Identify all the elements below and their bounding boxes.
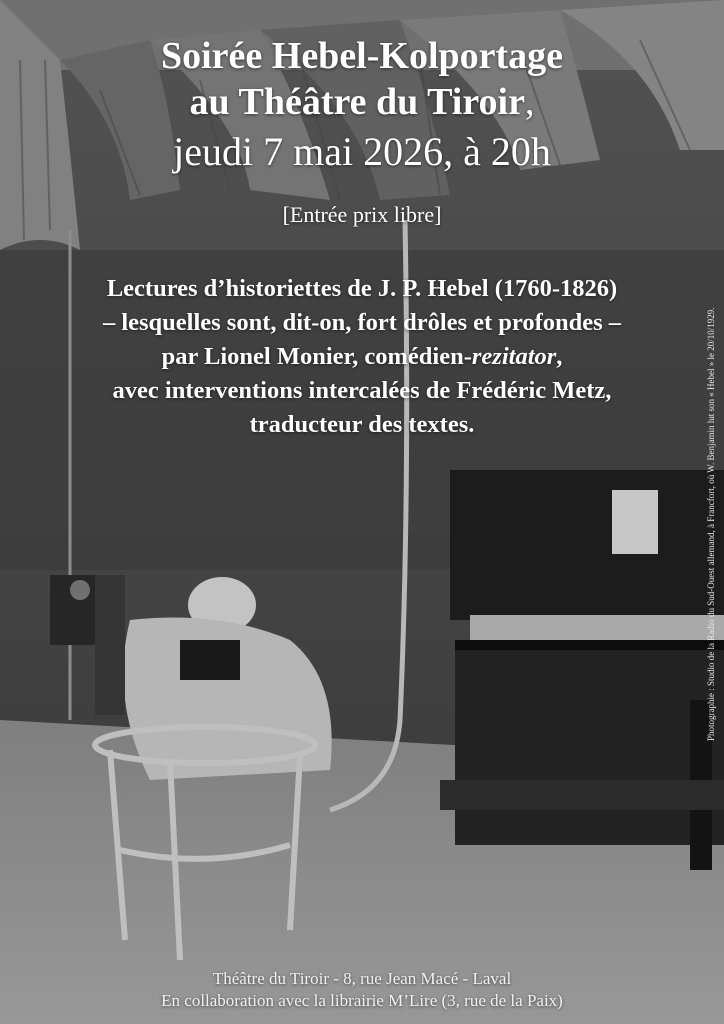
title-line-2	[0, 80, 724, 124]
venue-name: au Théâtre du Tiroir	[189, 81, 525, 123]
description-line-3-comma: ,	[556, 343, 563, 370]
event-date: jeudi 7 mai 2026, à 20h	[173, 129, 551, 174]
venue-address: Théâtre du Tiroir - 8, rue Jean Macé - Laval	[212, 969, 512, 988]
event-description	[0, 272, 724, 442]
rezitator-word: rezitator	[471, 343, 557, 370]
entry-price-note: [Entrée prix libre]	[282, 202, 442, 227]
description-line-5: traducteur des textes.	[249, 411, 475, 438]
footer	[0, 968, 724, 1012]
title-comma: ,	[524, 81, 535, 123]
description-line-1: Lectures d’historiettes de J. P. Hebel (1760-1826)	[106, 275, 618, 302]
description-line-3-text: par Lionel Monier, comédien-	[161, 343, 472, 370]
title-line-1: Soirée Hebel-Kolportage	[160, 35, 564, 77]
collaboration-note: En collaboration avec la librairie M’Lire (3, rue de la Paix)	[161, 991, 563, 1010]
description-line-3	[0, 340, 724, 374]
description-line-4: avec interventions intercalées de Frédéric Metz,	[112, 377, 612, 404]
description-line-2: – lesquelles sont, dit-on, fort drôles et profondes –	[102, 309, 622, 336]
photo-credit: Photographie : Studio de la Radio du Sud-Ouest allemand, à Francfort, où W. Benjamin lut son « Hebel » le 20/10/1929.	[706, 307, 716, 741]
